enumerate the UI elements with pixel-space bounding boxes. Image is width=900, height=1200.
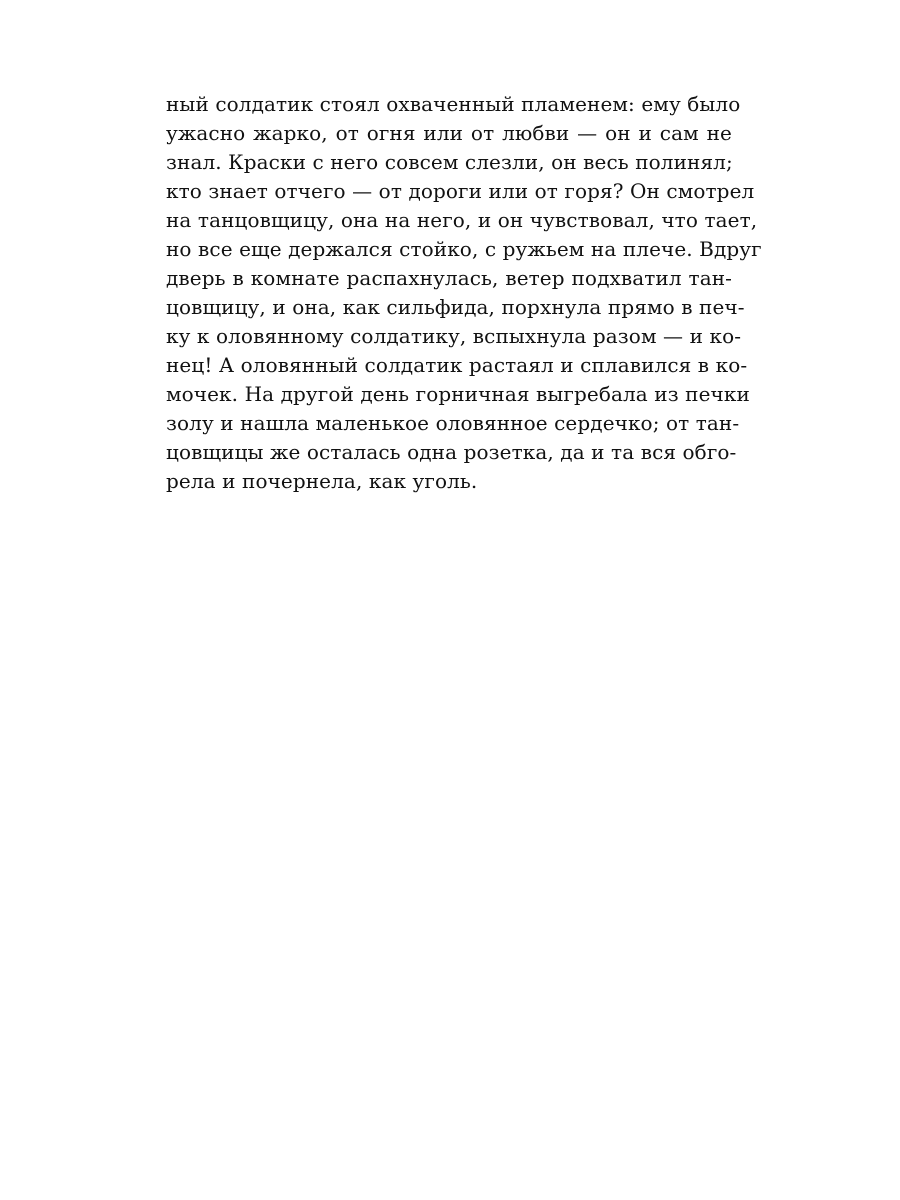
text-line: рела и почернела, как уголь. xyxy=(166,469,478,493)
text-line: на танцовщицу, она на него, и он чувствовал, что тает, xyxy=(166,208,758,232)
text-line: ужасно жарко, от огня или от любви — он и сам не xyxy=(166,121,732,145)
text-line: кто знает отчего — от дороги или от горя? Он смотрел xyxy=(166,179,755,203)
text-line: золу и нашла маленькое оловянное сердечко; от тан- xyxy=(166,411,740,435)
text-line: мочек. На другой день горничная выгребала из печки xyxy=(166,382,750,406)
text-line: цовщицу, и она, как сильфида, порхнула прямо в печ- xyxy=(166,295,745,319)
text-line: нец! А оловянный солдатик растаял и сплавился в ко- xyxy=(166,353,748,377)
text-line: ный солдатик стоял охваченный пламенем: ему было xyxy=(166,92,741,116)
text-line: знал. Краски с него совсем слезли, он весь полинял; xyxy=(166,150,733,174)
text-line: цовщицы же осталась одна розетка, да и та вся обго- xyxy=(166,440,737,464)
text-line: ку к оловянному солдатику, вспыхнула разом — и ко- xyxy=(166,324,742,348)
text-line: дверь в комнате распахнулась, ветер подхватил тан- xyxy=(166,266,732,290)
text-line: но все еще держался стойко, с ружьем на плече. Вдруг xyxy=(166,237,762,261)
body-text xyxy=(166,90,762,496)
